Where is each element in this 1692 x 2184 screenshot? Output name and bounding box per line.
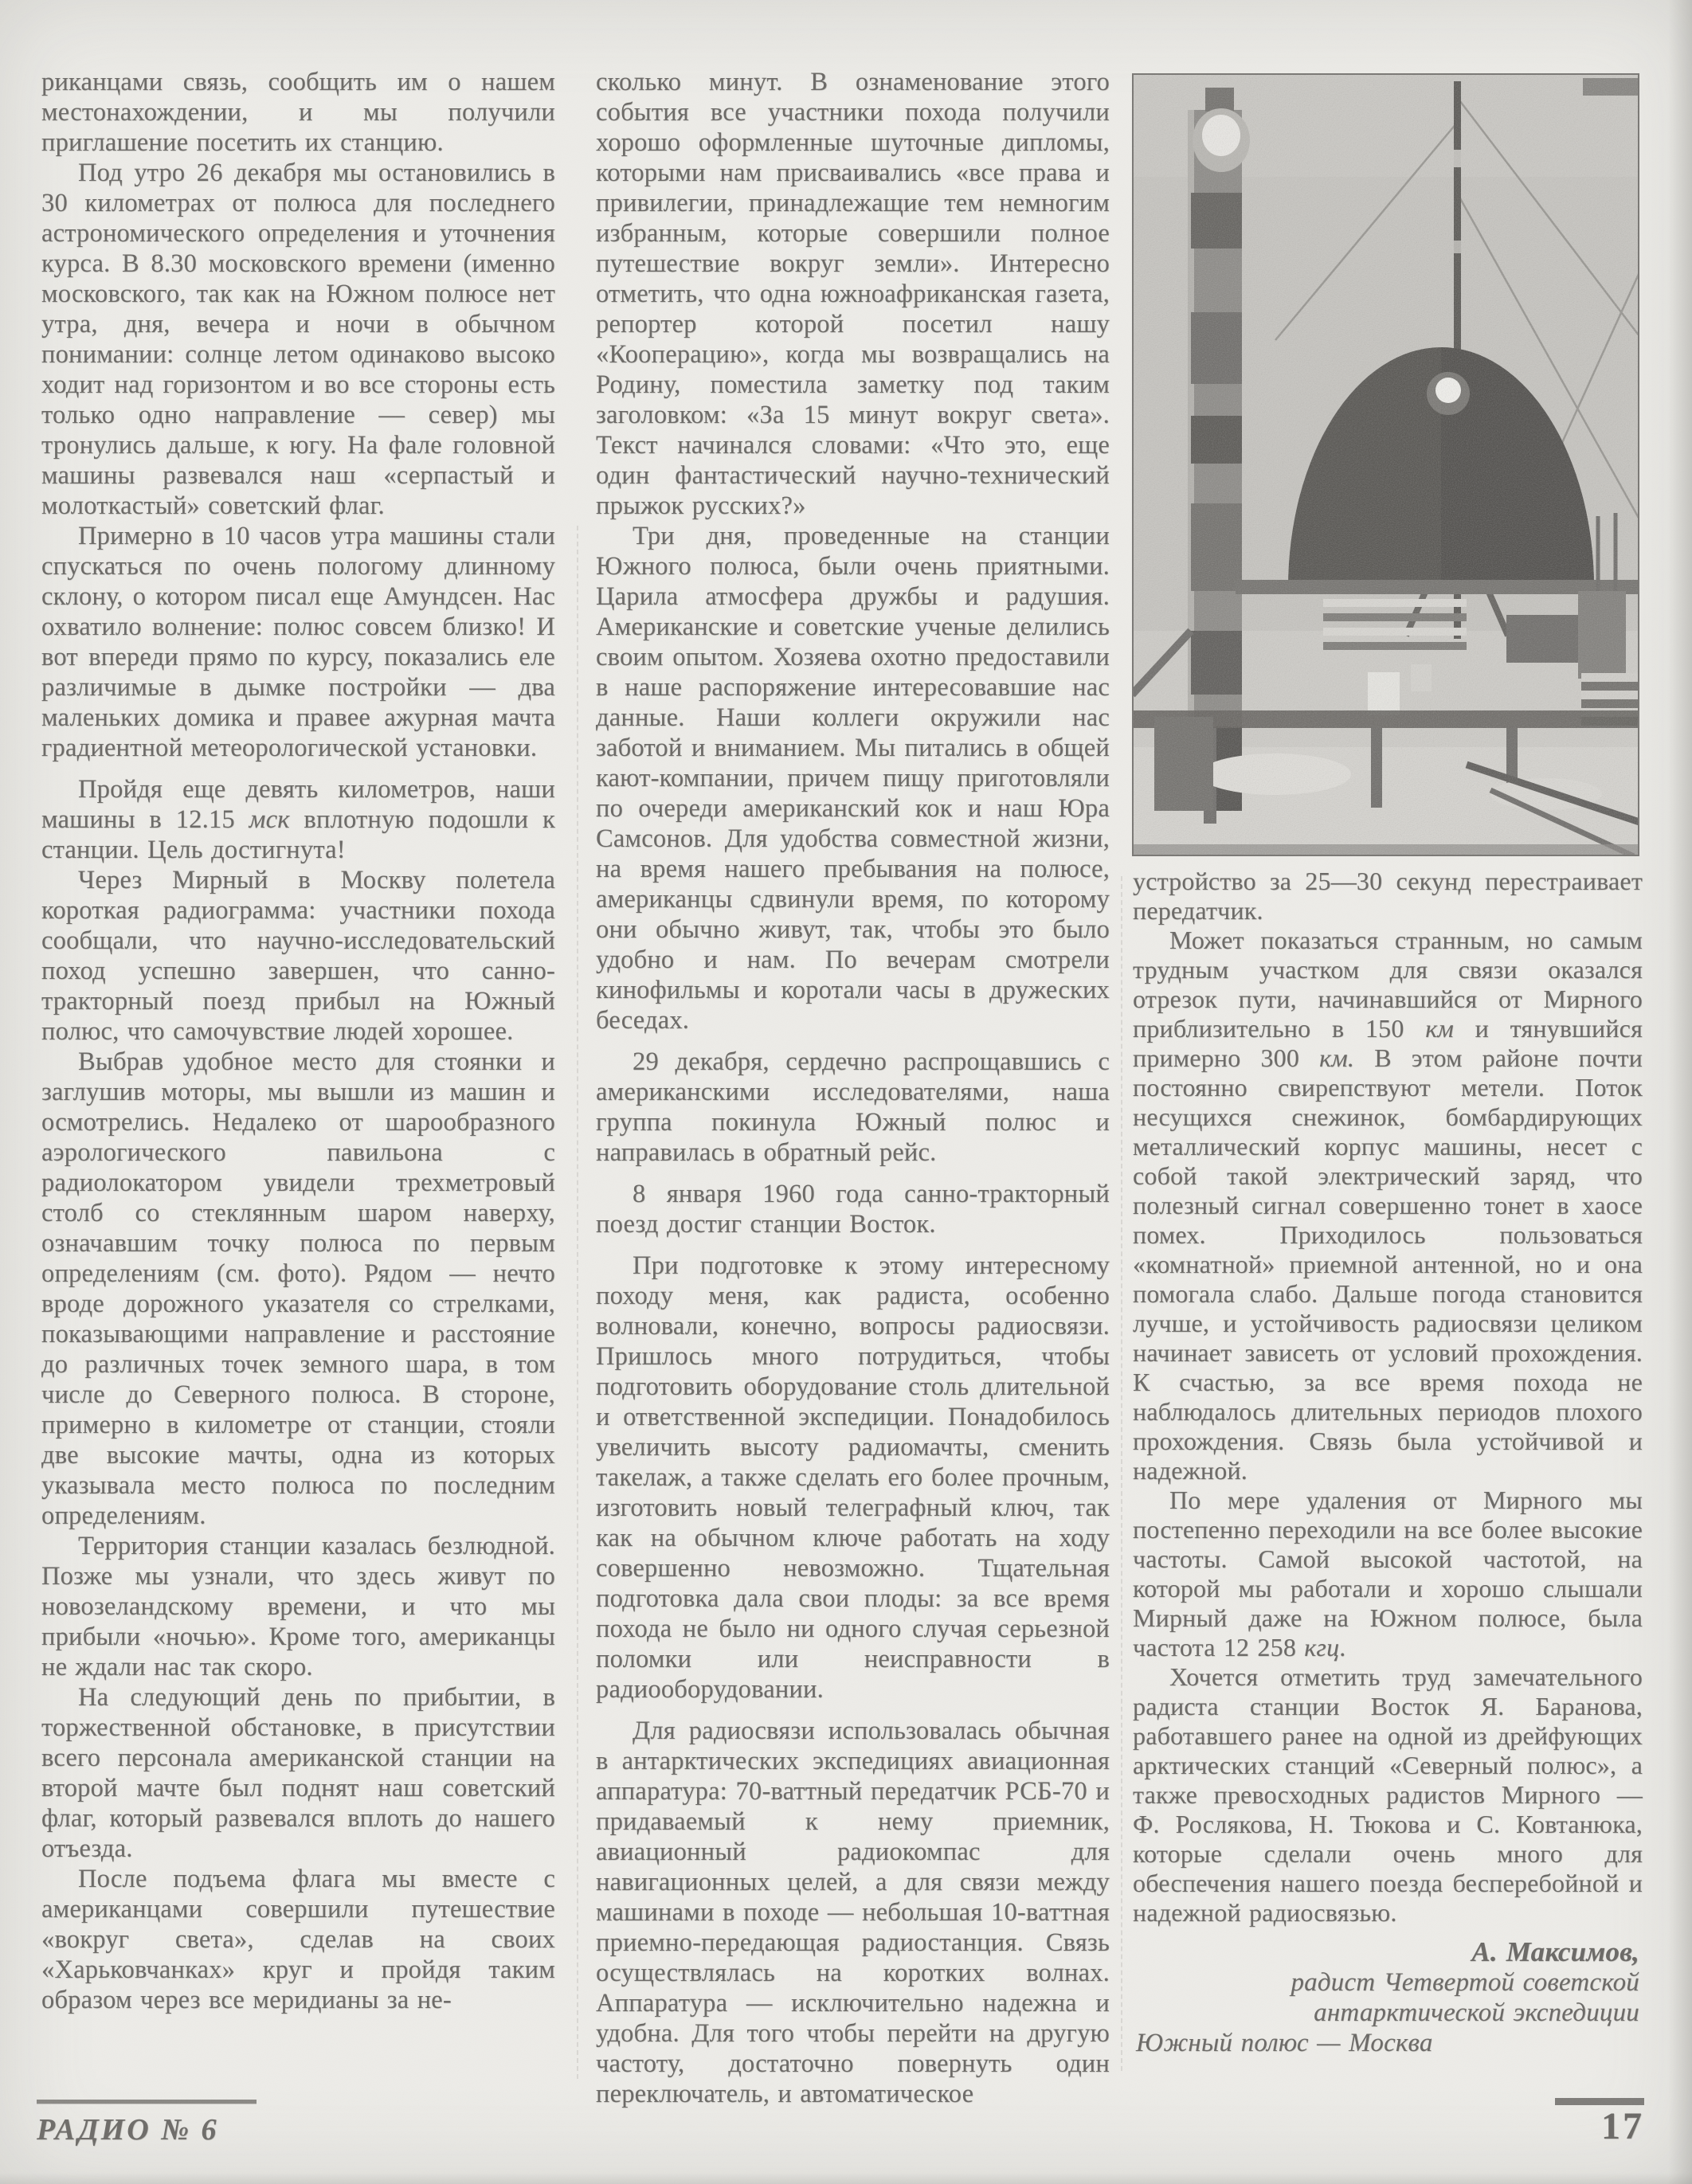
- article-column-3-paragraphs: [1133, 867, 1643, 1928]
- station-photo-image: [1132, 73, 1639, 856]
- author-role-line-2: антарктической экспедиции: [1314, 1998, 1639, 2027]
- article-column-1: [41, 67, 555, 2015]
- paragraph: сколько минут. В ознаменование этого события все участники похода получили хорошо оформленные шуточные дипломы, которыми нам присваивались «все права и привилегии, принадлежащие тем немногим избранным, которые совершили полное путешествие вокруг земли». Интересно отметить, что одна южноафриканская газета, репортер которой посетил нашу «Кооперацию», когда мы возвращались на Родину, поместила заметку под таким заголовком: «За 15 минут вокруг света». Текст начинался словами: «Что это, еще один фантастический научно-технический прыжок русских?»: [596, 68, 1110, 520]
- paragraph: После подъема флага мы вместе с американцами совершили путешествие «вокруг света», сделав на своих «Харьковчанках» круг и пройдя таким образом через все меридианы за не-: [41, 1865, 555, 2014]
- footer-rule: [37, 2100, 257, 2104]
- paragraph: 8 января 1960 года санно-тракторный поезд достиг станции Восток.: [596, 1180, 1110, 1239]
- column-divider: [577, 526, 578, 2079]
- paragraph: На следующий день по прибытии, в торжественной обстановке, в присутствии всего персонала американской станции на второй мачте был поднят наш советский флаг, который развевался вплоть до нашего отъезда.: [41, 1683, 555, 1863]
- paragraph: Территория станции казалась безлюдной. Позже мы узнали, что здесь живут по новозеландскому времени, и что мы прибыли «ночью». Кроме того, американцы не ждали нас так скоро.: [41, 1532, 555, 1681]
- article-column-2: [596, 67, 1110, 2109]
- paragraph: 29 декабря, сердечно распрощавшись с американскими исследователями, наша группа покинула Южный полюс и направилась в обратный рейс.: [596, 1047, 1110, 1167]
- footer-right: [1550, 2098, 1644, 2148]
- paragraph: При подготовке к этому интересному походу меня, как радиста, особенно волновали, конечно, вопросы радиосвязи. Пришлось много потрудиться, чтобы подготовить оборудование столь длительной и ответственной экспедиции. Понадобилось увеличить высоту радиомачты, сменить такелаж, а также сделать его более прочным, изготовить новый телеграфный ключ, так как на обычном ключе работать на ходу совершенно невозможно. Тщательная подготовка дала свои плоды: за все время похода не было ни одного случая серьезной поломки или неисправности в радиооборудовании.: [596, 1251, 1110, 1704]
- paragraph: Для радиосвязи использовалась обычная в антарктических экспедициях авиационная аппаратура: 70-ваттный передатчик РСБ-70 и придаваемый к нему приемник, авиационный радиокомпас для навигационных целей, а для связи между машинами в походе — небольшая 10-ваттная приемно-передающая радиостанция. Связь осуществлялась на коротких волнах. Аппаратура — исключительно надежна и удобна. Для того чтобы перейти на другую частоту, достаточно повернуть один переключатель, и автоматическое: [596, 1716, 1110, 2108]
- paragraph: По мере удаления от Мирного мы постепенно переходили на все более высокие частоты. Самой высокой частотой, на которой мы работали и хорошо слышали Мирный даже на Южном полюсе, была частота 12 258 кгц.: [1133, 1485, 1643, 1661]
- author-signature: [1133, 1937, 1643, 2058]
- footer-left: [37, 2100, 276, 2147]
- page-number-rule: [1555, 2098, 1644, 2105]
- magazine-title: РАДИО № 6: [37, 2113, 219, 2147]
- paragraph: Под утро 26 декабря мы остановились в 30 километрах от полюса для последнего астрономического определения и уточнения курса. В 8.30 московского времени (именно московского, так как на Южном полюсе нет утра, дня, вечера и ночи в обычном понимании: солнце летом одинаково высоко ходит над горизонтом и во все стороны есть только одно направление — север) мы тронулись дальше, к югу. На фале головной машины развевался наш «серпастый и молоткастый» советский флаг.: [41, 159, 555, 520]
- paragraph: Примерно в 10 часов утра машины стали спускаться по очень пологому длинному склону, о котором писал еще Амундсен. Нас охватило волнение: полюс совсем близко! И вот впереди прямо по курсу, показались еле различимые в дымке постройки — два маленьких домика и правее ажурная мачта градиентной метеорологической установки.: [41, 522, 555, 762]
- paragraph: Хочется отметить труд замечательного радиста станции Восток Я. Баранова, работавшего ранее на одной из дрейфующих арктических станций «Северный полюс», а также превосходных радистов Мирного — Ф. Рослякова, Н. Тюкова и С. Ковтанюка, которые сделали очень много для обеспечения нашего поезда бесперебойной и надежной радиосвязью.: [1133, 1662, 1643, 1927]
- expedition-route: Южный полюс — Москва: [1136, 2029, 1433, 2057]
- paragraph: Три дня, проведенные на станции Южного полюса, были очень приятными. Царила атмосфера дружбы и радушия. Американские и советские ученые делились своим опытом. Хозяева охотно предоставили в наше распоряжение интересовавшие нас данные. Наши коллеги окружили нас заботой и вниманием. Мы питались в общей кают-компании, причем пищу приготовляли по очереди американский кок и наш Юра Самсонов. Для удобства совместной жизни, на время нашего пребывания на полюсе, американцы сдвинули время, по которому они обычно живут, так, чтобы это было удобно и нам. По вечерам смотрели кинофильмы и коротали часы в дружеских беседах.: [596, 522, 1110, 1035]
- paragraph: Через Мирный в Москву полетела короткая радиограмма: участники похода сообщали, что научно-исследовательский поход успешно завершен, что санно-тракторный поезд прибыл на Южный полюс, что самочувствие людей хорошее.: [41, 866, 555, 1046]
- paragraph: Может показаться странным, но самым трудным участком для связи оказался отрезок пути, начинавшийся от Мирного приблизительно в 150 км и тянувшийся примерно 300 км. В этом районе почти постоянно свирепствуют метели. Поток несущихся снежинок, бомбардирующих металлический корпус машины, несет с собой такой электрический заряд, что полезный сигнал совершенно тонет в хаосе помех. Приходилось пользоваться «комнатной» приемной антенной, но и она помогала слабо. Дальше погода становится лучше, и устойчивость радиосвязи целиком начинает зависеть от условий прохождения. К счастью, за все время похода не наблюдалось длительных периодов плохого прохождения. Связь была устойчивой и надежной.: [1133, 926, 1643, 1485]
- author-role-line-1: радист Четвертой советской: [1291, 1968, 1639, 1997]
- author-name: А. Максимов,: [1471, 1936, 1639, 1967]
- paragraph: риканцами связь, сообщить им о нашем местонахождении, и мы получили приглашение посетить их станцию.: [41, 68, 555, 157]
- column-divider: [1121, 876, 1122, 2071]
- article-column-3: [1133, 867, 1643, 2058]
- paragraph: Пройдя еще девять километров, наши машины в 12.15 мск вплотную подошли к станции. Цель достигнута!: [41, 775, 556, 864]
- paragraph: устройство за 25—30 секунд перестраивает передатчик.: [1133, 867, 1643, 925]
- station-photo: [1132, 73, 1639, 856]
- paragraph: Выбрав удобное место для стоянки и заглушив моторы, мы вышли из машин и осмотрелись. Недалеко от шарообразного аэрологического павильона с радиолокатором увидели трехметровый столб со стеклянным шаром наверху, означавшим точку полюса по первым определениям (см. фото). Рядом — нечто вроде дорожного указателя со стрелками, показывающими направление и расстояние до различных точек земного шара, в том числе до Северного полюса. В стороне, примерно в километре от станции, стояли две высокие мачты, одна из которых указывала место полюса по последним определениям.: [41, 1047, 555, 1530]
- page-number: 17: [1601, 2105, 1644, 2147]
